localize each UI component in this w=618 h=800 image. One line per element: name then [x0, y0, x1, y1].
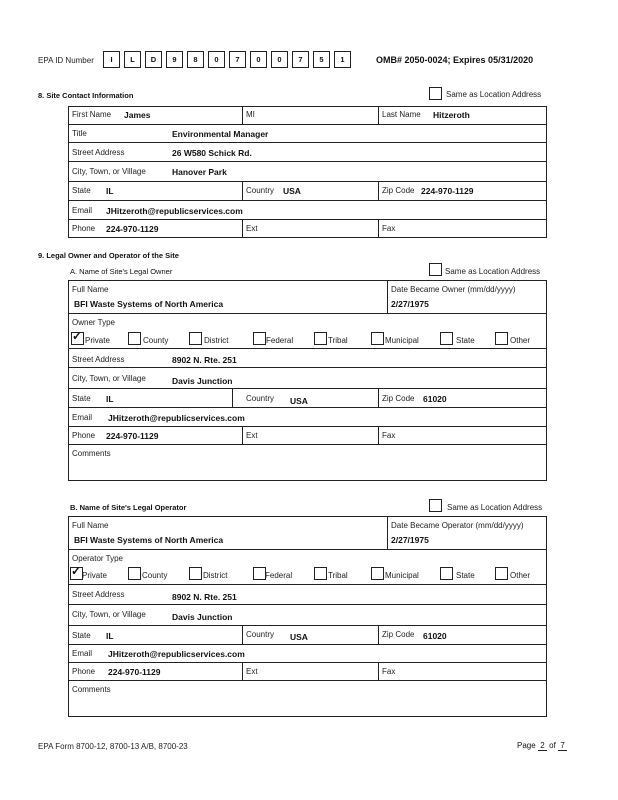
operator-comments-field[interactable]: [68, 680, 547, 717]
operator-email-label: Email: [72, 649, 93, 658]
operator-full-name-value: BFI Waste Systems of North America: [74, 535, 224, 545]
fax-label: Fax: [382, 224, 396, 233]
last-name-label: Last Name: [382, 110, 421, 119]
operator-fax-label: Fax: [382, 667, 396, 676]
zip-label: Zip Code: [382, 186, 415, 195]
operator-street-field[interactable]: [68, 584, 547, 605]
owner-type-county-checkbox[interactable]: [128, 332, 141, 345]
epa-id-char: D: [145, 51, 162, 68]
owner-street-label: Street Address: [72, 355, 125, 364]
first-name-value: James: [124, 110, 151, 120]
owner-comments-label: Comments: [72, 449, 111, 458]
page-number: 2: [538, 741, 547, 751]
operator-city-label: City, Town, or Village: [72, 610, 146, 619]
owner-type-private-label: Private: [85, 336, 110, 345]
owner-full-name-value: BFI Waste Systems of North America: [74, 299, 224, 309]
title-field[interactable]: [68, 124, 547, 143]
owner-email-label: Email: [72, 413, 93, 422]
operator-subtitle: B. Name of Site's Legal Operator: [70, 503, 187, 512]
operator-country-label: Country: [246, 630, 275, 639]
owner-zip-label: Zip Code: [382, 394, 415, 403]
owner-type-municipal-label: Municipal: [385, 336, 419, 345]
owner-date-value: 2/27/1975: [391, 299, 429, 309]
operator-ext-field[interactable]: [242, 662, 379, 681]
epa-id-label: EPA ID Number: [38, 56, 94, 65]
ext-field[interactable]: [242, 219, 379, 238]
epa-id-char: I: [103, 51, 120, 68]
zip-value: 224-970-1129: [421, 186, 474, 196]
operator-phone-label: Phone: [72, 667, 96, 676]
epa-id-char: 0: [271, 51, 288, 68]
owner-type-county-label: County: [143, 336, 169, 345]
owner-state-field[interactable]: [68, 388, 233, 408]
owner-comments-field[interactable]: [68, 444, 547, 481]
total-pages: 7: [558, 741, 567, 751]
owner-full-name-label: Full Name: [72, 285, 109, 294]
country-label: Country: [246, 186, 275, 195]
epa-id-char: 0: [208, 51, 225, 68]
owner-type-other-label: Other: [510, 336, 531, 345]
operator-city-value: Davis Junction: [172, 612, 233, 622]
mi-field[interactable]: [242, 106, 379, 125]
page-indicator: [517, 741, 567, 751]
operator-street-label: Street Address: [72, 590, 125, 599]
operator-type-county-checkbox[interactable]: [128, 567, 141, 580]
owner-type-tribal-label: Tribal: [328, 336, 348, 345]
operator-state-label: State: [72, 631, 91, 640]
epa-id-char: 1: [334, 51, 351, 68]
operator-date-value: 2/27/1975: [391, 535, 429, 545]
owner-fax-label: Fax: [382, 431, 396, 440]
operator-zip-label: Zip Code: [382, 630, 415, 639]
operator-type-other-checkbox[interactable]: [495, 567, 508, 580]
operator-zip-value: 61020: [423, 631, 447, 641]
operator-fax-field[interactable]: [378, 662, 547, 681]
owner-type-private-checkbox[interactable]: [71, 332, 84, 345]
operator-type-county-label: County: [142, 571, 168, 580]
operator-type-state-label: State: [456, 571, 475, 580]
email-value: JHitzeroth@republicservices.com: [106, 206, 243, 216]
phone-value: 224-970-1129: [106, 224, 159, 234]
section-9-title: 9. Legal Owner and Operator of the Site: [38, 251, 179, 260]
operator-type-municipal-checkbox[interactable]: [371, 567, 384, 580]
epa-id-char: 9: [166, 51, 183, 68]
owner-phone-label: Phone: [72, 431, 96, 440]
state-value: IL: [106, 186, 114, 196]
operator-type-district-label: District: [203, 571, 228, 580]
operator-type-district-checkbox[interactable]: [189, 567, 202, 580]
epa-id-char: 5: [313, 51, 330, 68]
operator-full-name-label: Full Name: [72, 521, 109, 530]
first-name-label: First Name: [72, 110, 112, 119]
operator-type-tribal-label: Tribal: [328, 571, 348, 580]
state-field[interactable]: [68, 181, 243, 201]
operator-same-as-location-checkbox[interactable]: [429, 499, 442, 512]
owner-type-tribal-checkbox[interactable]: [314, 332, 327, 345]
epa-id-char: L: [124, 51, 141, 68]
owner-state-value: IL: [106, 394, 114, 404]
operator-phone-value: 224-970-1129: [108, 667, 161, 677]
owner-country-value: USA: [290, 396, 308, 406]
owner-country-label: Country: [246, 394, 275, 403]
owner-type-label: Owner Type: [72, 318, 115, 327]
owner-type-federal-checkbox[interactable]: [253, 332, 266, 345]
omb-number: OMB# 2050-0024; Expires 05/31/2020: [376, 55, 534, 65]
owner-fax-field[interactable]: [378, 426, 547, 445]
epa-id-char: 7: [292, 51, 309, 68]
operator-type-private-label: Private: [82, 571, 107, 580]
owner-type-municipal-checkbox[interactable]: [371, 332, 384, 345]
last-name-value: Hitzeroth: [433, 110, 470, 120]
phone-label: Phone: [72, 224, 96, 233]
form-ids: EPA Form 8700-12, 8700-13 A/B, 8700-23: [38, 742, 188, 751]
operator-type-other-label: Other: [510, 571, 531, 580]
owner-street-field[interactable]: [68, 348, 547, 368]
operator-email-value: JHitzeroth@republicservices.com: [108, 649, 245, 659]
owner-type-other-checkbox[interactable]: [495, 332, 508, 345]
owner-city-value: Davis Junction: [172, 376, 233, 386]
owner-type-state-checkbox[interactable]: [440, 332, 453, 345]
epa-id-char: 7: [229, 51, 246, 68]
title-label: Title: [72, 129, 87, 138]
operator-type-federal-label: Federal: [265, 571, 293, 580]
owner-zip-value: 61020: [423, 394, 447, 404]
owner-email-value: JHitzeroth@republicservices.com: [108, 413, 245, 423]
owner-same-as-location-checkbox[interactable]: [429, 263, 442, 276]
section-8-title: 8. Site Contact Information: [38, 91, 134, 100]
operator-street-value: 8902 N. Rte. 251: [172, 592, 237, 602]
owner-city-label: City, Town, or Village: [72, 374, 146, 383]
owner-ext-field[interactable]: [242, 426, 379, 445]
epa-id-char: 8: [187, 51, 204, 68]
street-field[interactable]: [68, 142, 547, 162]
operator-state-field[interactable]: [68, 625, 243, 645]
operator-type-tribal-checkbox[interactable]: [314, 567, 327, 580]
operator-type-label: Operator Type: [72, 554, 123, 563]
operator-date-label: Date Became Operator (mm/dd/yyyy): [391, 521, 524, 530]
of-label: of: [549, 741, 556, 750]
mi-label: MI: [246, 110, 255, 119]
owner-date-label: Date Became Owner (mm/dd/yyyy): [391, 285, 516, 294]
email-label: Email: [72, 206, 93, 215]
street-value: 26 W580 Schick Rd.: [172, 148, 252, 158]
owner-subtitle: A. Name of Site's Legal Owner: [70, 267, 173, 276]
operator-type-state-checkbox[interactable]: [440, 567, 453, 580]
owner-type-federal-label: Federal: [266, 336, 294, 345]
operator-ext-label: Ext: [246, 667, 258, 676]
state-label: State: [72, 186, 91, 195]
title-value: Environmental Manager: [172, 129, 269, 139]
operator-comments-label: Comments: [72, 685, 111, 694]
owner-same-as-location-label: Same as Location Address: [445, 267, 541, 276]
ext-label: Ext: [246, 224, 258, 233]
street-label: Street Address: [72, 148, 125, 157]
operator-state-value: IL: [106, 631, 114, 641]
owner-type-state-label: State: [456, 336, 475, 345]
operator-type-municipal-label: Municipal: [385, 571, 419, 580]
owner-state-label: State: [72, 394, 91, 403]
operator-same-as-location-label: Same as Location Address: [447, 503, 543, 512]
owner-ext-label: Ext: [246, 431, 258, 440]
city-label: City, Town, or Village: [72, 167, 146, 176]
city-value: Hanover Park: [172, 167, 227, 177]
owner-street-value: 8902 N. Rte. 251: [172, 355, 237, 365]
epa-id-char: 0: [250, 51, 267, 68]
owner-type-district-checkbox[interactable]: [189, 332, 202, 345]
page-label: Page: [517, 741, 536, 750]
operator-country-value: USA: [290, 632, 308, 642]
owner-phone-value: 224-970-1129: [106, 431, 159, 441]
fax-field[interactable]: [378, 219, 547, 238]
owner-type-district-label: District: [204, 336, 229, 345]
same-as-location-checkbox[interactable]: [429, 87, 442, 100]
country-value: USA: [283, 186, 301, 196]
same-as-location-label: Same as Location Address: [446, 90, 542, 99]
